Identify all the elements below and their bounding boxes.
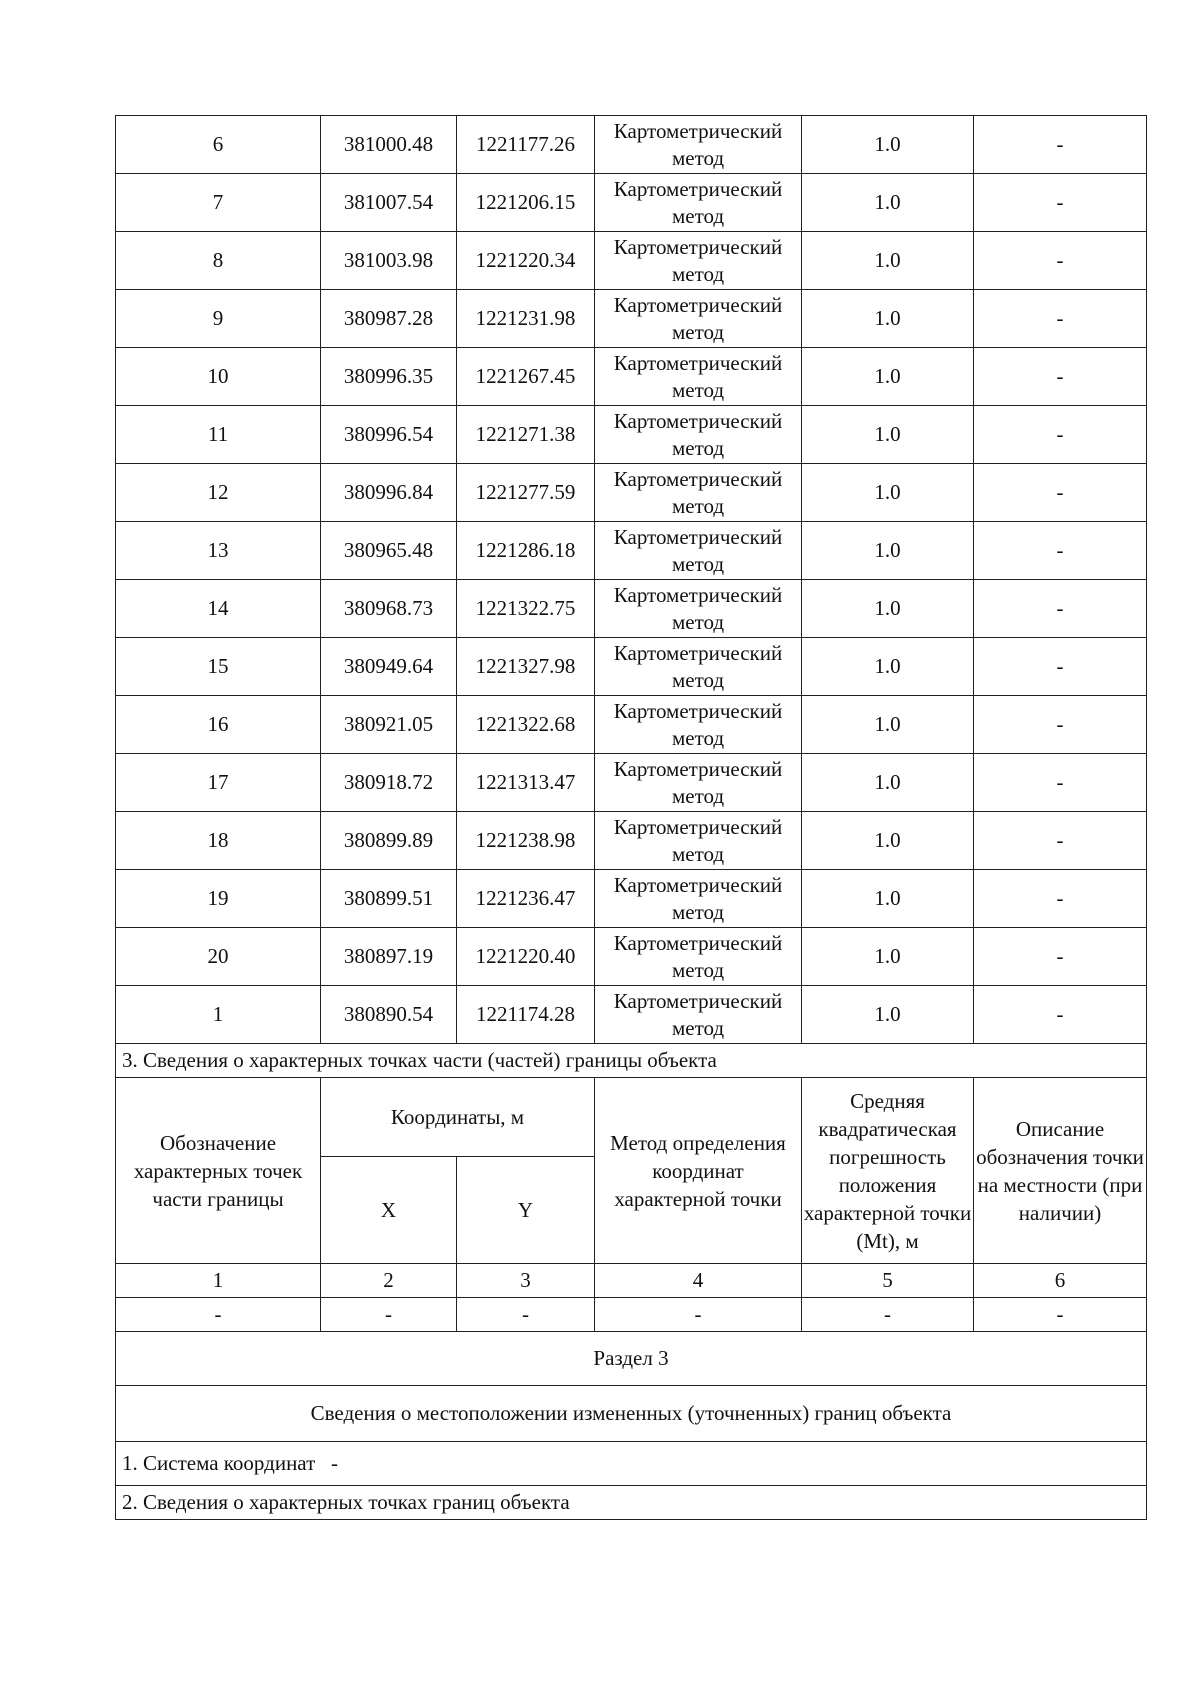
mean-error: 1.0 xyxy=(802,812,974,870)
point-number: 18 xyxy=(116,812,321,870)
section-3-title: 3. Сведения о характерных точках части (частей) границы объекта xyxy=(116,1044,1147,1078)
table-row xyxy=(116,928,1147,986)
coord-x: 380996.84 xyxy=(321,464,457,522)
method: Картометрический метод xyxy=(595,580,802,638)
description: - xyxy=(974,522,1147,580)
coord-y: 1221220.34 xyxy=(457,232,595,290)
empty-cell: - xyxy=(457,1298,595,1332)
coord-y: 1221231.98 xyxy=(457,290,595,348)
point-number: 19 xyxy=(116,870,321,928)
column-number: 6 xyxy=(974,1264,1147,1298)
coord-x: 380897.19 xyxy=(321,928,457,986)
table-row xyxy=(116,290,1147,348)
coord-x: 381007.54 xyxy=(321,174,457,232)
table-row xyxy=(116,580,1147,638)
mean-error: 1.0 xyxy=(802,696,974,754)
coord-x: 380996.35 xyxy=(321,348,457,406)
boundary-points-table xyxy=(115,115,1147,1520)
empty-cell: - xyxy=(595,1298,802,1332)
mean-error: 1.0 xyxy=(802,406,974,464)
description: - xyxy=(974,696,1147,754)
mean-error: 1.0 xyxy=(802,464,974,522)
table-row xyxy=(116,870,1147,928)
column-number: 2 xyxy=(321,1264,457,1298)
point-number: 8 xyxy=(116,232,321,290)
header-x: X xyxy=(321,1157,457,1264)
point-number: 6 xyxy=(116,116,321,174)
table-row xyxy=(116,348,1147,406)
point-number: 17 xyxy=(116,754,321,812)
header-method: Метод определения координат характерной точки xyxy=(595,1078,802,1264)
mean-error: 1.0 xyxy=(802,116,974,174)
description: - xyxy=(974,290,1147,348)
mean-error: 1.0 xyxy=(802,290,974,348)
mean-error: 1.0 xyxy=(802,232,974,290)
section-3-block xyxy=(116,1044,1147,1520)
point-number: 11 xyxy=(116,406,321,464)
table-row xyxy=(116,812,1147,870)
point-number: 16 xyxy=(116,696,321,754)
empty-data-row xyxy=(116,1298,1147,1332)
header-mean-error: Средняя квадратическая погрешность положения характерной точки (Mt), м xyxy=(802,1078,974,1264)
description: - xyxy=(974,870,1147,928)
table-row xyxy=(116,754,1147,812)
coord-y: 1221177.26 xyxy=(457,116,595,174)
point-number: 10 xyxy=(116,348,321,406)
coord-x: 380996.54 xyxy=(321,406,457,464)
method: Картометрический метод xyxy=(595,174,802,232)
method: Картометрический метод xyxy=(595,638,802,696)
method: Картометрический метод xyxy=(595,116,802,174)
coord-y: 1221174.28 xyxy=(457,986,595,1044)
mean-error: 1.0 xyxy=(802,928,974,986)
description: - xyxy=(974,928,1147,986)
point-number: 9 xyxy=(116,290,321,348)
method: Картометрический метод xyxy=(595,928,802,986)
coord-y: 1221271.38 xyxy=(457,406,595,464)
header-description: Описание обозначения точки на местности (при наличии) xyxy=(974,1078,1147,1264)
razdel-title: Раздел 3 xyxy=(116,1332,1147,1386)
coord-y: 1221313.47 xyxy=(457,754,595,812)
table-row xyxy=(116,406,1147,464)
coord-y: 1221238.98 xyxy=(457,812,595,870)
description: - xyxy=(974,464,1147,522)
description: - xyxy=(974,580,1147,638)
coord-x: 381003.98 xyxy=(321,232,457,290)
coord-x: 380968.73 xyxy=(321,580,457,638)
header-y: Y xyxy=(457,1157,595,1264)
coord-x: 380899.51 xyxy=(321,870,457,928)
point-number: 15 xyxy=(116,638,321,696)
column-number: 3 xyxy=(457,1264,595,1298)
coord-x: 380918.72 xyxy=(321,754,457,812)
mean-error: 1.0 xyxy=(802,986,974,1044)
coord-x: 380899.89 xyxy=(321,812,457,870)
coord-y: 1221322.68 xyxy=(457,696,595,754)
empty-cell: - xyxy=(116,1298,321,1332)
method: Картометрический метод xyxy=(595,870,802,928)
description: - xyxy=(974,232,1147,290)
mean-error: 1.0 xyxy=(802,348,974,406)
description: - xyxy=(974,638,1147,696)
coordinate-system: 1. Система координат - xyxy=(116,1442,1147,1486)
description: - xyxy=(974,812,1147,870)
method: Картометрический метод xyxy=(595,812,802,870)
description: - xyxy=(974,754,1147,812)
coord-y: 1221327.98 xyxy=(457,638,595,696)
coord-y: 1221322.75 xyxy=(457,580,595,638)
method: Картометрический метод xyxy=(595,348,802,406)
table-row xyxy=(116,696,1147,754)
mean-error: 1.0 xyxy=(802,754,974,812)
coord-x: 380921.05 xyxy=(321,696,457,754)
empty-cell: - xyxy=(321,1298,457,1332)
table-row xyxy=(116,522,1147,580)
coord-x: 380965.48 xyxy=(321,522,457,580)
razdel-subtitle: Сведения о местоположении измененных (уточненных) границ объекта xyxy=(116,1386,1147,1442)
table-row xyxy=(116,638,1147,696)
mean-error: 1.0 xyxy=(802,638,974,696)
column-number: 4 xyxy=(595,1264,802,1298)
description: - xyxy=(974,174,1147,232)
point-number: 14 xyxy=(116,580,321,638)
table-row xyxy=(116,116,1147,174)
method: Картометрический метод xyxy=(595,696,802,754)
coord-y: 1221206.15 xyxy=(457,174,595,232)
mean-error: 1.0 xyxy=(802,580,974,638)
description: - xyxy=(974,406,1147,464)
point-number: 20 xyxy=(116,928,321,986)
method: Картометрический метод xyxy=(595,464,802,522)
description: - xyxy=(974,986,1147,1044)
table-row xyxy=(116,986,1147,1044)
mean-error: 1.0 xyxy=(802,174,974,232)
header-designation: Обозначение характерных точек части границы xyxy=(116,1078,321,1264)
method: Картометрический метод xyxy=(595,232,802,290)
point-number: 7 xyxy=(116,174,321,232)
table-row xyxy=(116,464,1147,522)
coord-x: 380949.64 xyxy=(321,638,457,696)
coord-y: 1221286.18 xyxy=(457,522,595,580)
method: Картометрический метод xyxy=(595,290,802,348)
description: - xyxy=(974,348,1147,406)
column-numbers-row xyxy=(116,1264,1147,1298)
method: Картометрический метод xyxy=(595,522,802,580)
empty-cell: - xyxy=(802,1298,974,1332)
mean-error: 1.0 xyxy=(802,522,974,580)
header-coordinates: Координаты, м xyxy=(321,1078,595,1157)
coord-y: 1221220.40 xyxy=(457,928,595,986)
method: Картометрический метод xyxy=(595,986,802,1044)
method: Картометрический метод xyxy=(595,406,802,464)
empty-cell: - xyxy=(974,1298,1147,1332)
points-section-title: 2. Сведения о характерных точках границ объекта xyxy=(116,1486,1147,1520)
coord-y: 1221277.59 xyxy=(457,464,595,522)
coord-y: 1221236.47 xyxy=(457,870,595,928)
table-row xyxy=(116,232,1147,290)
column-number: 1 xyxy=(116,1264,321,1298)
table-row xyxy=(116,174,1147,232)
coord-x: 380987.28 xyxy=(321,290,457,348)
column-number: 5 xyxy=(802,1264,974,1298)
points-table-body xyxy=(116,116,1147,1044)
coord-x: 380890.54 xyxy=(321,986,457,1044)
point-number: 12 xyxy=(116,464,321,522)
mean-error: 1.0 xyxy=(802,870,974,928)
coord-y: 1221267.45 xyxy=(457,348,595,406)
point-number: 1 xyxy=(116,986,321,1044)
point-number: 13 xyxy=(116,522,321,580)
coord-x: 381000.48 xyxy=(321,116,457,174)
method: Картометрический метод xyxy=(595,754,802,812)
description: - xyxy=(974,116,1147,174)
